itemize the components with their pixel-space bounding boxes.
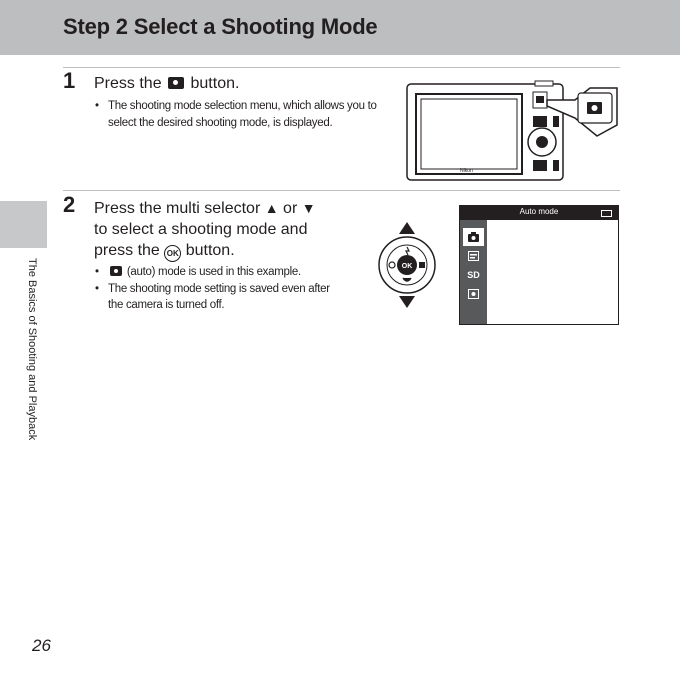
page-title: Step 2 Select a Shooting Mode [63,14,378,39]
step-2-number: 2 [63,192,76,217]
step-1-number: 1 [63,68,76,93]
menu-title-bar [460,206,618,220]
svg-text:OK: OK [401,263,413,270]
ok-icon: OK [164,245,181,262]
svg-text:Nikon: Nikon [460,168,473,174]
page-number: 26 [32,636,51,655]
scene-icon[interactable] [463,247,484,265]
sd-icon[interactable]: SD [467,270,480,280]
battery-icon [601,210,612,217]
up-arrow-icon [399,222,415,234]
camera-back-illustration [405,80,620,182]
camera-icon[interactable] [463,228,484,246]
step-1-title: Press the button. [94,75,240,92]
step-1-bullets [94,98,389,131]
step-2-rule [63,190,620,191]
down-arrow-icon [399,296,415,308]
chapter-tab [0,201,47,248]
multi-selector-illustration [376,220,438,310]
chapter-label [24,258,38,468]
step-2-title: Press the multi selector ▲ or ▼ to select a shooting mode and press the OK button. [94,198,354,262]
menu-mode-list [460,220,487,324]
page-header [0,0,680,55]
camera-icon [110,266,122,276]
step-1-rule [63,67,620,68]
up-arrow-icon: ▲ [264,200,279,216]
step-2-bullets [94,264,344,314]
camera-icon [168,77,184,89]
menu-title: Auto mode [519,207,559,216]
effects-icon[interactable] [463,285,484,303]
shooting-mode-menu-screen [459,205,619,325]
list-item: • (auto) mode is used in this example. [94,264,344,281]
chapter-label-text: The Basics of Shooting and Playback [26,258,38,441]
down-arrow-icon: ▼ [301,200,316,216]
list-item: • The shooting mode selection menu, which allows you to select the desired shooting mode, is displayed. [94,98,389,131]
list-item: • The shooting mode setting is saved even after the camera is turned off. [94,281,344,314]
